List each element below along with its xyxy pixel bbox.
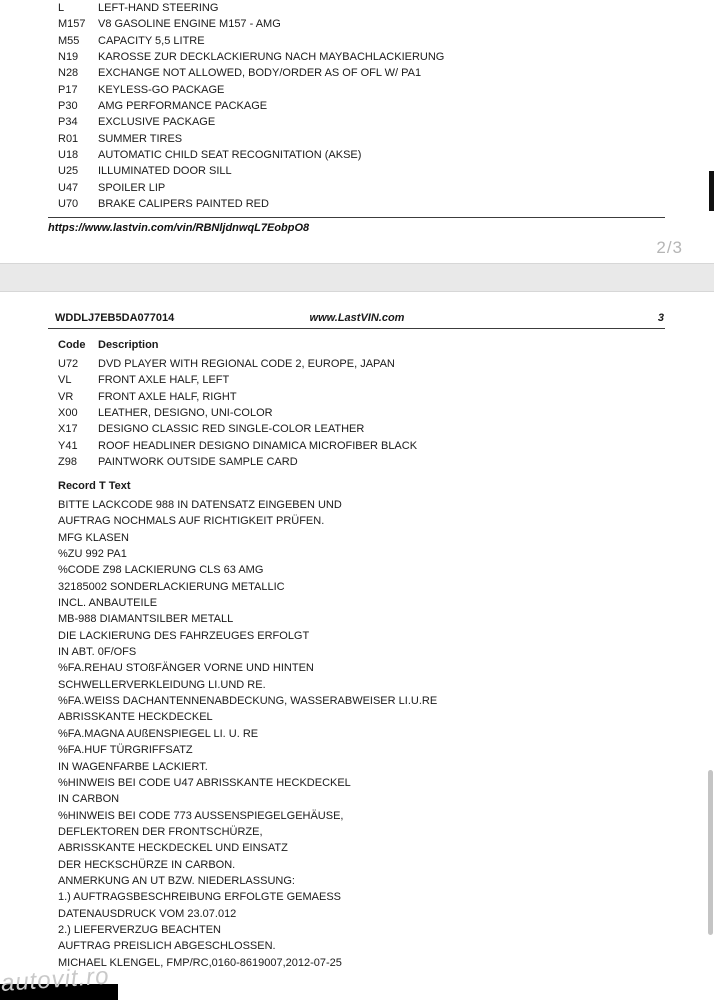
description-cell: SUMMER TIRES bbox=[98, 132, 183, 145]
record-section-title: Record T Text bbox=[58, 480, 131, 492]
record-text-line: BITTE LACKCODE 988 IN DATENSATZ EINGEBEN UND bbox=[58, 499, 342, 511]
table-row bbox=[0, 372, 700, 388]
table-row bbox=[0, 82, 700, 98]
table-row bbox=[0, 16, 700, 32]
table-row bbox=[0, 114, 700, 130]
table-row bbox=[0, 180, 700, 196]
code-cell: X17 bbox=[58, 423, 78, 436]
page-gap bbox=[0, 263, 714, 292]
record-text-line: SCHWELLERVERKLEIDUNG LI.UND RE. bbox=[58, 678, 266, 691]
code-cell: U72 bbox=[58, 358, 79, 370]
description-cell: FRONT AXLE HALF, LEFT bbox=[98, 374, 230, 387]
code-cell: R01 bbox=[58, 132, 79, 145]
record-text-line: %CODE Z98 LACKIERUNG CLS 63 AMG bbox=[58, 564, 264, 577]
description-cell: EXCLUSIVE PACKAGE bbox=[98, 116, 216, 129]
table-row bbox=[0, 454, 700, 470]
scrollbar-thumb[interactable] bbox=[708, 770, 713, 935]
header-divider bbox=[48, 328, 665, 329]
record-text-line: 32185002 SONDERLACKIERUNG METALLIC bbox=[58, 580, 285, 593]
description-cell: DVD PLAYER WITH REGIONAL CODE 2, EUROPE, JAPAN bbox=[98, 358, 395, 370]
table-row bbox=[0, 33, 700, 49]
page-3 bbox=[0, 292, 714, 1000]
table-row bbox=[0, 163, 700, 179]
table-row bbox=[0, 389, 700, 405]
code-cell: U47 bbox=[58, 181, 79, 194]
record-text-line: %FA.HUF TÜRGRIFFSATZ bbox=[58, 744, 193, 757]
record-text-line: AUFTRAG NOCHMALS AUF RICHTIGKEIT PRÜFEN. bbox=[58, 515, 325, 528]
record-text-line: MICHAEL KLENGEL, FMP/RC,0160-8619007,2012-07-25 bbox=[58, 956, 342, 969]
record-text-line: %FA.REHAU STOßFÄNGER VORNE UND HINTEN bbox=[58, 662, 314, 675]
record-text-line: DER HECKSCHÜRZE IN CARBON. bbox=[58, 858, 236, 871]
code-cell: X00 bbox=[58, 407, 78, 420]
description-cell: EXCHANGE NOT ALLOWED, BODY/ORDER AS OF OFL W/ PA1 bbox=[98, 67, 422, 80]
record-text-line: IN ABT. 0F/OFS bbox=[58, 646, 137, 659]
table-row bbox=[0, 405, 700, 421]
record-text-line: %HINWEIS BEI CODE 773 AUSSENSPIEGELGEHÄUSE, bbox=[58, 809, 344, 822]
description-cell: CAPACITY 5,5 LITRE bbox=[98, 34, 205, 47]
footer-divider bbox=[48, 217, 665, 218]
code-cell: P17 bbox=[58, 83, 78, 96]
description-cell: KEYLESS-GO PACKAGE bbox=[98, 83, 225, 96]
code-cell: Z98 bbox=[58, 456, 77, 469]
record-text-line: %HINWEIS BEI CODE U47 ABRISSKANTE HECKDECKEL bbox=[58, 776, 351, 789]
code-cell: M55 bbox=[58, 34, 80, 47]
record-text-line: DATENAUSDRUCK VOM 23.07.012 bbox=[58, 907, 237, 920]
page-edge-mark bbox=[709, 171, 714, 211]
watermark: autovit.ro bbox=[0, 962, 111, 998]
code-cell: L bbox=[58, 2, 65, 14]
record-text-line: 2.) LIEFERVERZUG BEACHTEN bbox=[58, 923, 221, 936]
code-cell: P30 bbox=[58, 100, 78, 113]
code-cell: U18 bbox=[58, 149, 79, 162]
vin-report-link[interactable]: https://www.lastvin.com/vin/RBNljdnwqL7EobpO8 bbox=[48, 222, 310, 234]
record-text-line: DIE LACKIERUNG DES FAHRZEUGES ERFOLGT bbox=[58, 629, 310, 642]
page-number: 3 bbox=[657, 312, 664, 324]
code-cell: P34 bbox=[58, 116, 78, 129]
code-cell: VL bbox=[58, 374, 72, 387]
table-row bbox=[0, 98, 700, 114]
record-text-line: IN WAGENFARBE LACKIERT. bbox=[58, 760, 208, 773]
record-text-line: %FA.WEISS DACHANTENNENABDECKUNG, WASSERABWEISER LI.U.RE bbox=[58, 695, 438, 708]
table-header-row bbox=[0, 339, 700, 351]
table-row bbox=[0, 438, 700, 454]
code-cell: N28 bbox=[58, 67, 79, 80]
record-text-line: ABRISSKANTE HECKDECKEL bbox=[58, 711, 213, 724]
record-text-line: %ZU 992 PA1 bbox=[58, 548, 127, 561]
description-column-header: Description bbox=[98, 339, 159, 351]
table-row bbox=[0, 196, 700, 212]
table-row bbox=[0, 131, 700, 147]
description-cell: KAROSSE ZUR DECKLACKIERUNG NACH MAYBACHLACKIERUNG bbox=[98, 51, 445, 64]
description-cell: AUTOMATIC CHILD SEAT RECOGNITATION (AKSE) bbox=[98, 149, 362, 162]
table-row bbox=[0, 421, 700, 437]
site-name: www.LastVIN.com bbox=[309, 312, 405, 324]
page-2 bbox=[0, 0, 714, 263]
description-cell: DESIGNO CLASSIC RED SINGLE-COLOR LEATHER bbox=[98, 423, 365, 436]
code-cell: Y41 bbox=[58, 439, 78, 452]
description-cell: ILLUMINATED DOOR SILL bbox=[98, 165, 232, 178]
description-cell: LEFT-HAND STEERING bbox=[98, 2, 219, 14]
description-cell: PAINTWORK OUTSIDE SAMPLE CARD bbox=[98, 456, 298, 469]
table-row bbox=[0, 65, 700, 81]
record-text-line: 1.) AUFTRAGSBESCHREIBUNG ERFOLGTE GEMAESS bbox=[58, 891, 341, 904]
description-cell: AMG PERFORMANCE PACKAGE bbox=[98, 100, 268, 113]
table-row bbox=[0, 147, 700, 163]
record-text-line: ABRISSKANTE HECKDECKEL UND EINSATZ bbox=[58, 842, 288, 855]
code-cell: VR bbox=[58, 390, 74, 403]
record-text-block bbox=[58, 497, 698, 971]
record-text-line: MB-988 DIAMANTSILBER METALL bbox=[58, 613, 234, 626]
code-cell: U70 bbox=[58, 198, 79, 211]
table-row bbox=[0, 0, 700, 16]
record-text-line: ANMERKUNG AN UT BZW. NIEDERLASSUNG: bbox=[58, 874, 295, 887]
page-header bbox=[0, 312, 714, 326]
option-codes-table-page3 bbox=[0, 356, 700, 470]
code-cell: U25 bbox=[58, 165, 79, 178]
code-cell: N19 bbox=[58, 51, 79, 64]
description-cell: LEATHER, DESIGNO, UNI-COLOR bbox=[98, 407, 273, 420]
page-indicator: 2/3 bbox=[656, 238, 683, 257]
description-cell: FRONT AXLE HALF, RIGHT bbox=[98, 390, 237, 403]
record-text-line: IN CARBON bbox=[58, 793, 120, 806]
table-row bbox=[0, 49, 700, 65]
description-cell: BRAKE CALIPERS PAINTED RED bbox=[98, 198, 269, 211]
record-text-line: DEFLEKTOREN DER FRONTSCHÜRZE, bbox=[58, 825, 263, 838]
option-codes-table-page2 bbox=[0, 0, 700, 212]
code-cell: M157 bbox=[58, 18, 86, 31]
code-column-header: Code bbox=[58, 339, 86, 351]
record-text-line: AUFTRAG PREISLICH ABGESCHLOSSEN. bbox=[58, 940, 276, 953]
description-cell: SPOILER LIP bbox=[98, 181, 166, 194]
record-text-line: %FA.MAGNA AUßENSPIEGEL LI. U. RE bbox=[58, 727, 259, 740]
record-text-line: INCL. ANBAUTEILE bbox=[58, 597, 158, 610]
description-cell: ROOF HEADLINER DESIGNO DINAMICA MICROFIBER BLACK bbox=[98, 439, 418, 452]
table-row bbox=[0, 356, 700, 372]
record-text-line: MFG KLASEN bbox=[58, 531, 129, 544]
description-cell: V8 GASOLINE ENGINE M157 - AMG bbox=[98, 18, 281, 31]
vin-number: WDDLJ7EB5DA077014 bbox=[55, 312, 175, 324]
